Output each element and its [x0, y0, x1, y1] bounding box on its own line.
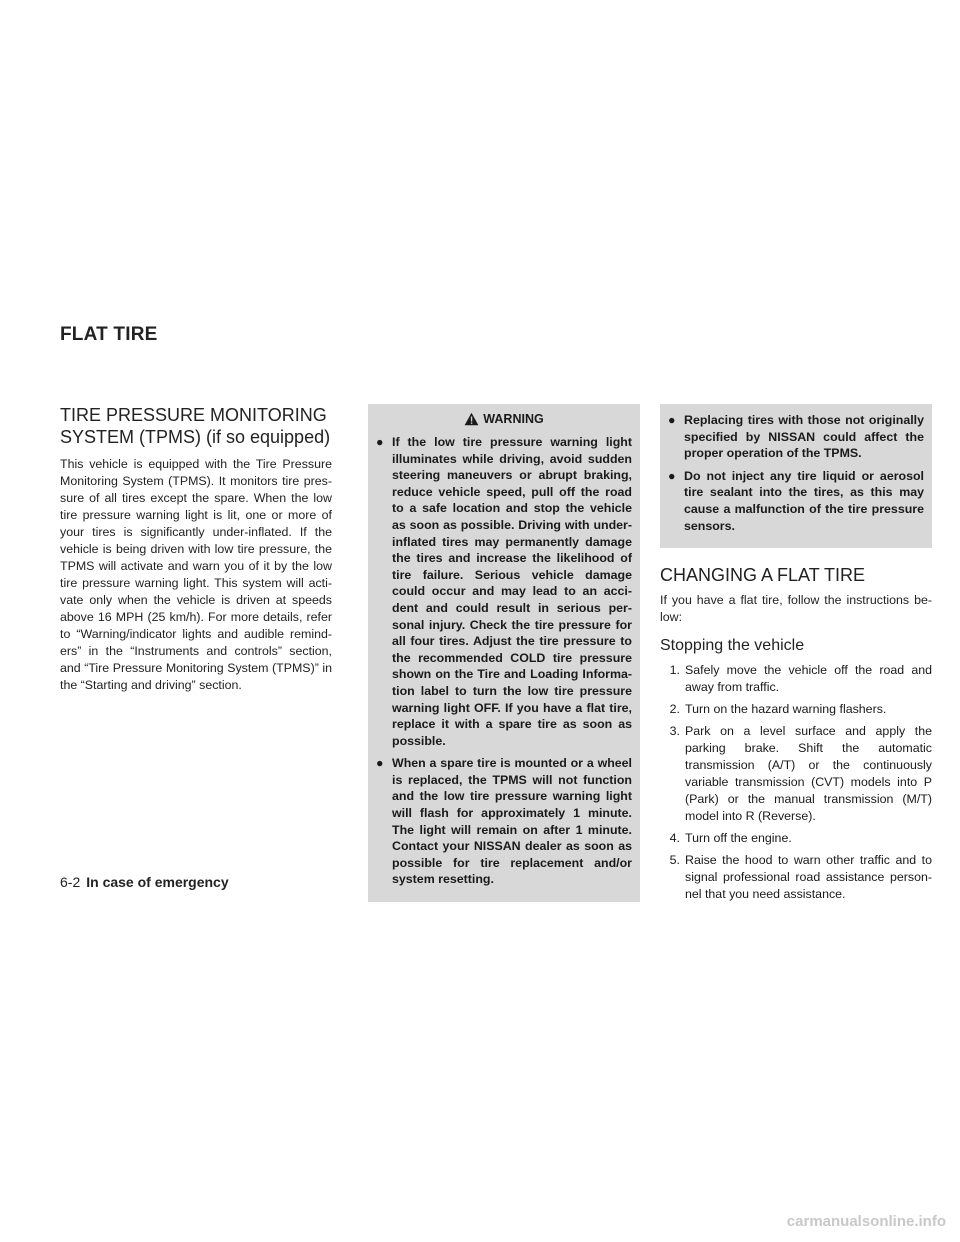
- warning-label: WARNING: [483, 412, 544, 426]
- tpms-heading-line2: SYSTEM (TPMS) (if so equipped): [60, 427, 331, 447]
- warning-box: [368, 404, 640, 902]
- watermark-text: carmanualsonline.info: [786, 1213, 946, 1230]
- step-number: 1.: [669, 663, 680, 678]
- footer-chapter: In case of emergency: [86, 874, 229, 890]
- step-number: 3.: [669, 724, 680, 739]
- changing-heading: CHANGING A FLAT TIRE: [660, 565, 866, 586]
- bullet-icon: ●: [376, 756, 384, 771]
- tpms-heading-line1: TIRE PRESSURE MONITORING: [60, 405, 327, 425]
- warning-list-continued: [668, 412, 924, 534]
- step-text: Turn on the hazard warning flashers.: [685, 702, 887, 717]
- bullet-icon: ●: [668, 413, 676, 427]
- step-number: 5.: [669, 853, 680, 868]
- warning-triangle-icon: [464, 412, 479, 426]
- warning-header: [376, 410, 632, 428]
- step-text: Park on a level surface and apply the parking brake. Shift the automatic transmission (A/T) or the continuously variable transmission (CVT) models into P (Park) or the manual transmission (M/T) model into R (Reverse).: [685, 724, 932, 824]
- page-footer: [60, 874, 229, 890]
- step-item: [660, 830, 932, 847]
- step-text: Turn off the engine.: [685, 831, 792, 846]
- warning-item: [376, 755, 632, 888]
- warning-item-text: Replacing tires with those not originally specified by NISSAN could affect the proper operation of the TPMS.: [684, 413, 924, 461]
- column-tpms: [60, 404, 332, 694]
- stopping-heading: Stopping the vehicle: [660, 637, 805, 655]
- warning-item-text: When a spare tire is mounted or a wheel is replaced, the TPMS will not function and the low tire pressure warning light will flash for approximately 1 minute. The light will remain on after 1 minute. Contact your NISSAN dealer as soon as possible for tire replacement and/or system resetting.: [392, 756, 632, 887]
- tpms-body: This vehicle is equipped with the Tire Pressure Monitoring System (TPMS). It monitors tire pres-sure of all tires except the spare. When the low tire pressure warning light is lit, one or more of your tires is significantly under-inflated. If the vehicle is being driven with low tire pressure, the TPMS will activate and warn you of it by the low tire pressure warning light. This system will acti-vate only when the vehicle is driven at speeds above 16 MPH (25 km/h). For more details, refer to “Warning/indicator lights and audible remind-ers” in the “Instruments and controls” section, and “Tire Pressure Monitoring System (TPMS)” in the “Starting and driving” section.: [60, 457, 332, 692]
- column-warning: [368, 404, 640, 902]
- bullet-icon: ●: [668, 468, 676, 483]
- step-text: Raise the hood to warn other traffic and to signal professional road assistance person-nel that you need assistance.: [685, 853, 932, 902]
- step-item: [660, 852, 932, 903]
- page-number: 6-2: [60, 874, 81, 890]
- tpms-heading: [60, 404, 332, 448]
- step-number: 4.: [669, 831, 680, 846]
- stopping-steps: [660, 662, 932, 903]
- warning-item-text: If the low tire pressure warning light illuminates while driving, avoid sudden steering maneuvers or abrupt braking, reduce vehicle speed, pull off the road to a safe location and stop the vehicle as soon as possible. Driving with under-inflated tires may permanently damage the tires and increase the likelihood of tire failure. Serious vehicle damage could occur and may lead to an acci-dent and could result in serious per-sonal injury. Check the tire pressure for all four tires. Adjust the tire pressure to the recommended COLD tire pressure shown on the Tire and Loading Informa-tion label to turn the low tire pressure warning light OFF. If you have a flat tire, replace it with a spare tire as soon as possible.: [392, 435, 632, 748]
- step-item: [660, 723, 932, 825]
- step-number: 2.: [669, 702, 680, 717]
- warning-box-continued: [660, 404, 932, 548]
- step-item: [660, 701, 932, 718]
- warning-item: [668, 412, 924, 462]
- section-title: FLAT TIRE: [60, 324, 158, 345]
- warning-item: [376, 434, 632, 749]
- step-text: Safely move the vehicle off the road and away from traffic.: [685, 663, 932, 695]
- warning-item: [668, 468, 924, 534]
- bullet-icon: ●: [376, 435, 384, 449]
- warning-item-text: Do not inject any tire liquid or aerosol tire sealant into the tires, as this may cause a malfunction of the tire pressure sensors.: [684, 468, 924, 533]
- step-item: [660, 662, 932, 696]
- warning-list: [376, 434, 632, 888]
- changing-intro: If you have a flat tire, follow the instructions be-low:: [660, 593, 932, 625]
- column-changing: [660, 404, 932, 908]
